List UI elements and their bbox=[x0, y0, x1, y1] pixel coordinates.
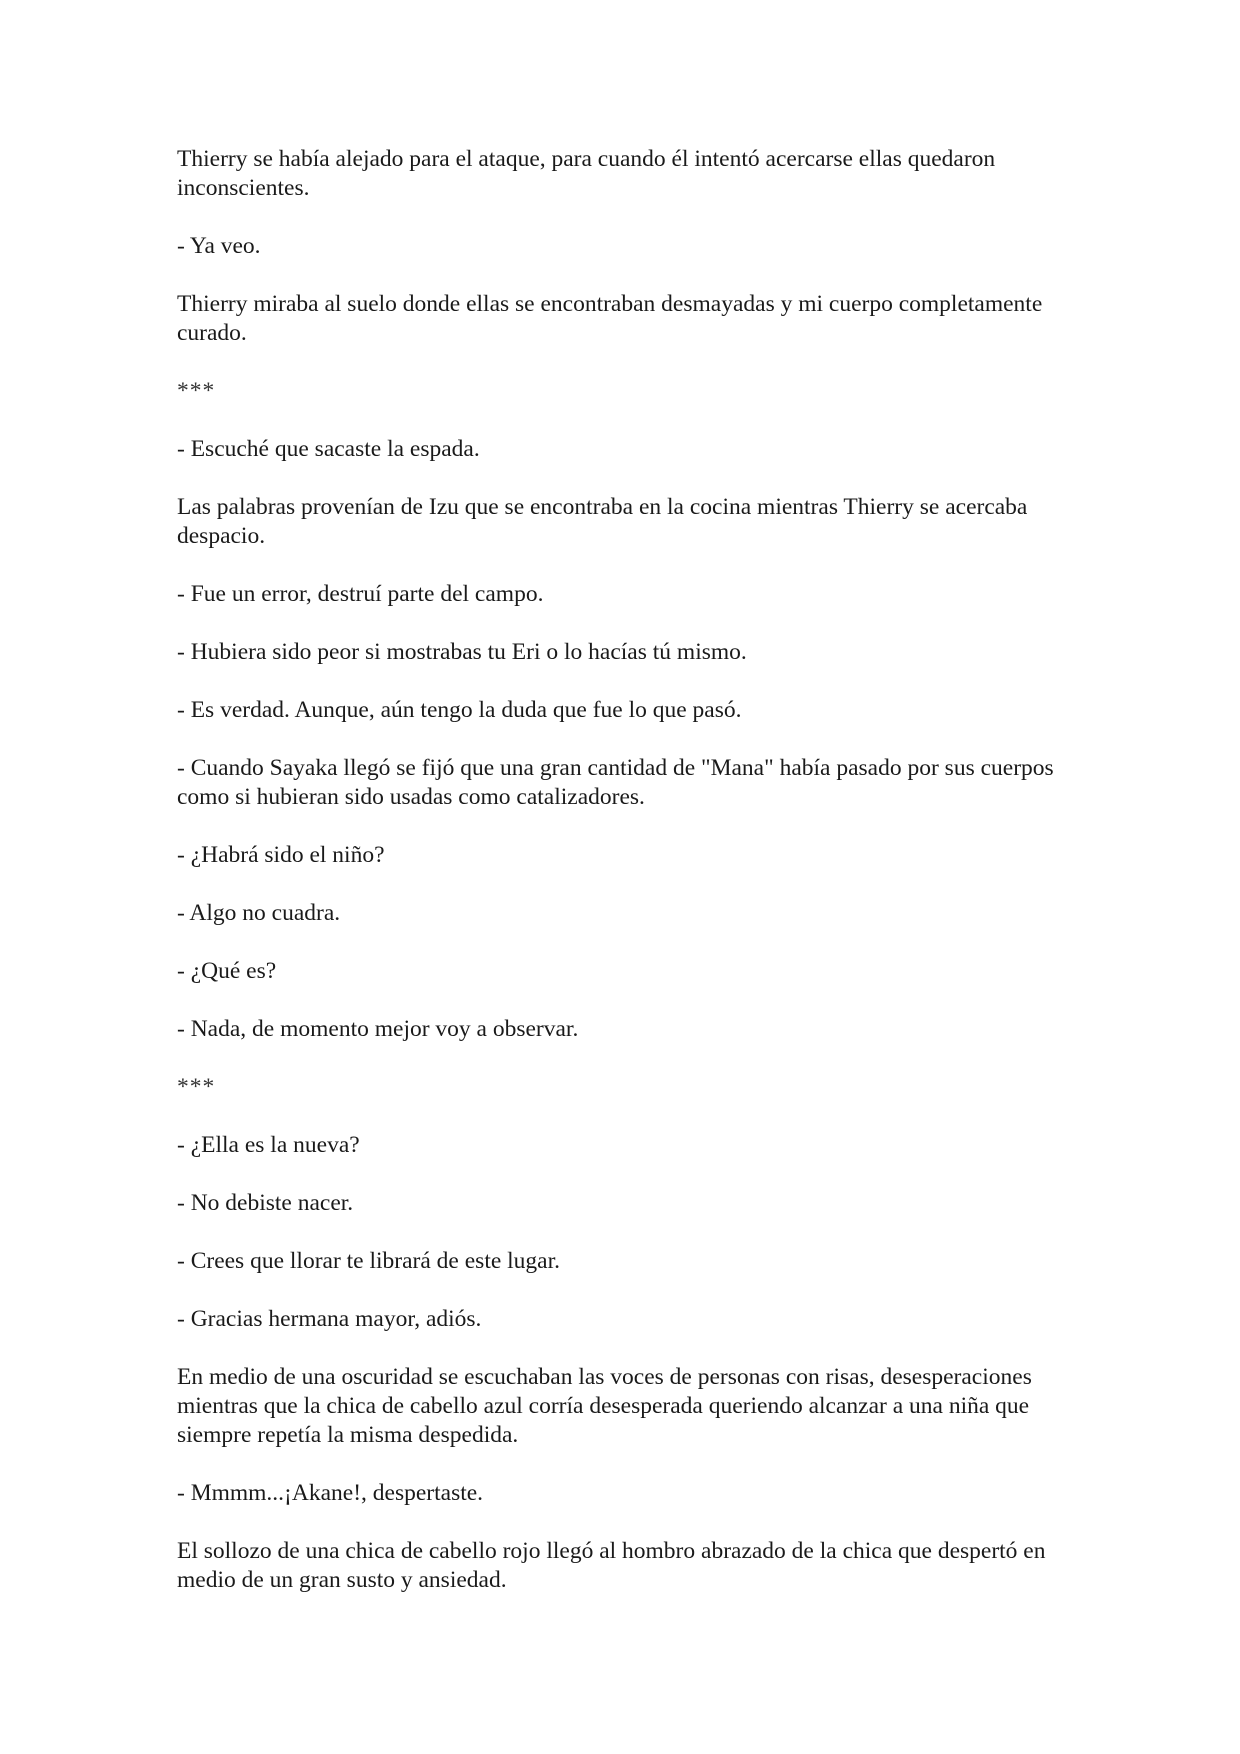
paragraph-2: - Ya veo. bbox=[177, 233, 261, 259]
document-page bbox=[177, 145, 1077, 1624]
paragraph-14: - Nada, de momento mejor voy a observar. bbox=[177, 1016, 579, 1042]
paragraph-19: - Gracias hermana mayor, adiós. bbox=[177, 1306, 482, 1332]
paragraph-21: - Mmmm...¡Akane!, despertaste. bbox=[177, 1480, 484, 1506]
paragraph-11: - ¿Habrá sido el niño? bbox=[177, 842, 385, 868]
paragraph-7: - Fue un error, destruí parte del campo. bbox=[177, 581, 544, 607]
paragraph-1: Thierry se había alejado para el ataque, para cuando él intentó acercarse ellas quedaron inconscientes. bbox=[177, 146, 996, 201]
paragraph-10: - Cuando Sayaka llegó se fijó que una gran cantidad de "Mana" había pasado por sus cuerpos como si hubieran sido usadas como catalizadores. bbox=[177, 755, 1054, 810]
paragraph-22: El sollozo de una chica de cabello rojo llegó al hombro abrazado de la chica que despertó en medio de un gran susto y ansiedad. bbox=[177, 1538, 1046, 1593]
paragraph-12: - Algo no cuadra. bbox=[177, 900, 341, 926]
paragraph-5: - Escuché que sacaste la espada. bbox=[177, 436, 480, 462]
paragraph-18: - Crees que llorar te librará de este lugar. bbox=[177, 1248, 561, 1274]
scene-separator-2: *** bbox=[177, 1074, 216, 1100]
paragraph-20: En medio de una oscuridad se escuchaban las voces de personas con risas, desesperaciones mientras que la chica de cabello azul corría desesperada queriendo alcanzar a una niña que siempre repetía la misma despedida. bbox=[177, 1364, 1032, 1448]
paragraph-8: - Hubiera sido peor si mostrabas tu Eri o lo hacías tú mismo. bbox=[177, 639, 747, 665]
scene-separator-1: *** bbox=[177, 378, 216, 404]
paragraph-6: Las palabras provenían de Izu que se encontraba en la cocina mientras Thierry se acercaba despacio. bbox=[177, 494, 1028, 549]
paragraph-16: - ¿Ella es la nueva? bbox=[177, 1132, 360, 1158]
paragraph-3: Thierry miraba al suelo donde ellas se encontraban desmayadas y mi cuerpo completamente curado. bbox=[177, 291, 1043, 346]
paragraph-9: - Es verdad. Aunque, aún tengo la duda que fue lo que pasó. bbox=[177, 697, 742, 723]
paragraph-13: - ¿Qué es? bbox=[177, 958, 277, 984]
paragraph-17: - No debiste nacer. bbox=[177, 1190, 354, 1216]
